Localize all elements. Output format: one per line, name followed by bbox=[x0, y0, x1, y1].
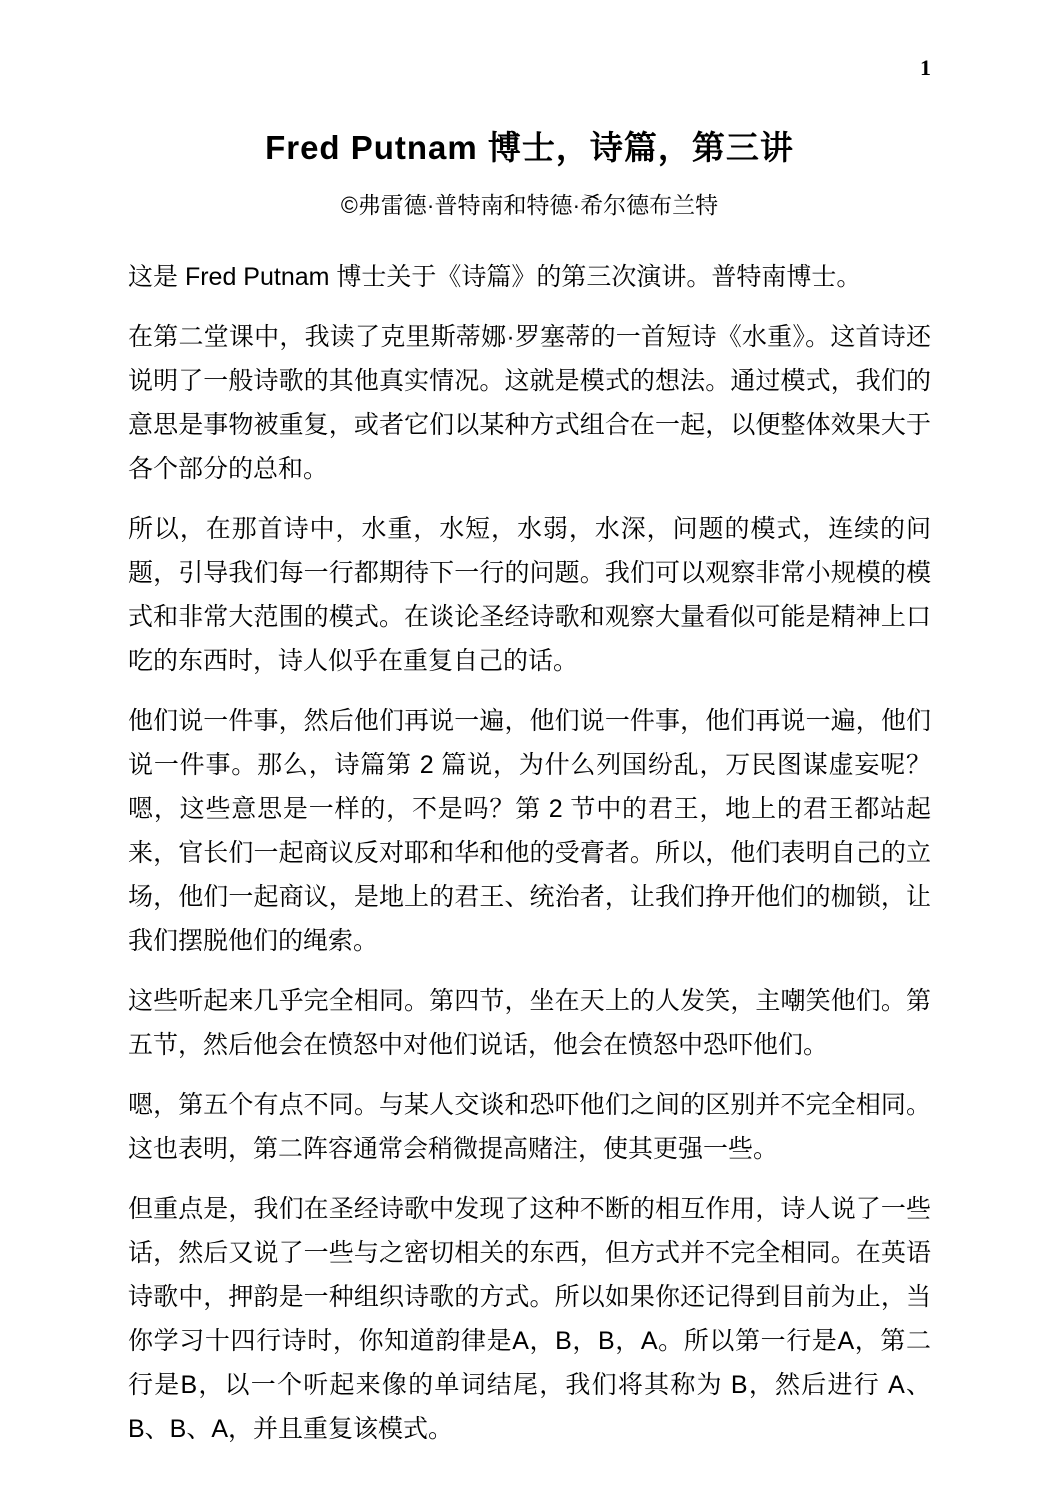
document-copyright-byline: ©弗雷德·普特南和特德·希尔德布兰特 bbox=[340, 192, 719, 218]
paragraph-verses-4-5: 这些听起来几乎完全相同。第四节，坐在天上的人发笑，主嘲笑他们。第五节，然后他会在愤怒中对他们说话，他会在愤怒中恐吓他们。 bbox=[128, 987, 931, 1059]
paragraph-patterns: 所以，在那首诗中，水重，水短，水弱，水深，问题的模式，连续的问题，引导我们每一行都期待下一行的问题。我们可以观察非常小规模的模式和非常大范围的模式。在谈论圣经诗歌和观察大量看似可能是精神上口吃的东西时，诗人似乎在重复自己的话。 bbox=[128, 515, 931, 675]
paragraph-rhyme-scheme: 但重点是，我们在圣经诗歌中发现了这种不断的相互作用，诗人说了一些话，然后又说了一些与之密切相关的东西，但方式并不完全相同。在英语诗歌中，押韵是一种组织诗歌的方式。所以如果你还记得到目前为止，当你学习十四行诗时，你知道韵律是A，B，B，A。所以第一行是A，第二行是B，以一个听起来像的单词结尾，我们将其称为 B，然后进行 A、B、B、A，并且重复该模式。 bbox=[128, 1195, 931, 1443]
page-number: 1 bbox=[920, 55, 931, 80]
paragraph-rossetti-poem: 在第二堂课中，我读了克里斯蒂娜·罗塞蒂的一首短诗《水重》。这首诗还说明了一般诗歌的其他真实情况。这就是模式的想法。通过模式，我们的意思是事物被重复，或者它们以某种方式组合在一起，以便整体效果大于各个部分的总和。 bbox=[128, 323, 931, 483]
document-title: Fred Putnam 博士，诗篇，第三讲 bbox=[265, 129, 794, 166]
paragraph-fifth-difference: 嗯，第五个有点不同。与某人交谈和恐吓他们之间的区别并不完全相同。这也表明，第二阵容通常会稍微提高赌注，使其更强一些。 bbox=[128, 1091, 931, 1163]
paragraph-intro: 这是 Fred Putnam 博士关于《诗篇》的第三次演讲。普特南博士。 bbox=[128, 263, 862, 291]
paragraph-psalm2: 他们说一件事，然后他们再说一遍，他们说一件事，他们再说一遍，他们说一件事。那么，诗篇第 2 篇说，为什么列国纷乱，万民图谋虚妄呢？嗯，这些意思是一样的，不是吗？第 2 节中的君王，地上的君王都站起来，官长们一起商议反对耶和华和他的受膏者。所以，他们表明自己的立场，他们一起商议，是地上的君王、统治者，让我们挣开他们的枷锁，让我们摆脱他们的绳索。 bbox=[128, 707, 931, 955]
document-body bbox=[128, 255, 931, 1451]
